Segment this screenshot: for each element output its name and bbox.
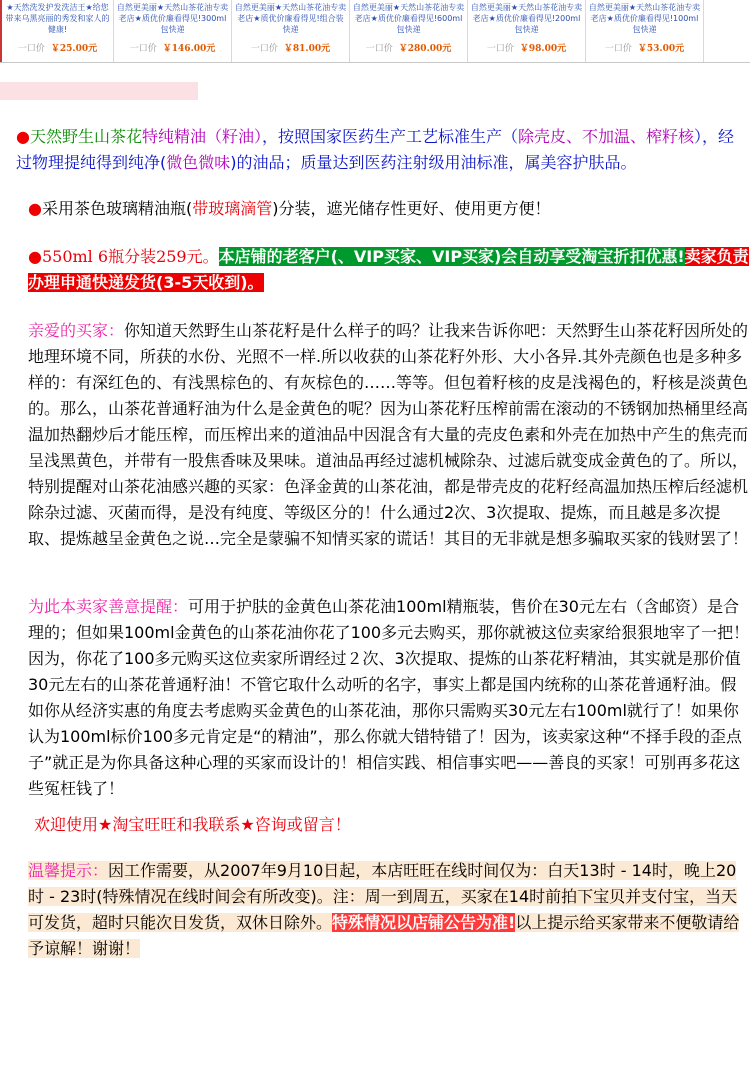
price-value: ￥280.00元 xyxy=(398,44,452,54)
product-card[interactable] xyxy=(468,0,586,62)
reminder-lead: 为此本卖家善意提醒： xyxy=(28,597,189,616)
buyer-info-body: 你知道天然野生山茶花籽是什么样子的吗？让我来告诉你吧：天然野生山茶花籽因所处的地理环境不同，所获的水份、光照不一样.所以收获的山茶花籽外形、大小各异.其外壳颜色也是多种多样的：有深红色的、有浅黑棕色的、有灰棕色的……等等。但包着籽核的皮是浅褐色的，籽核是淡黄色的。那么，山茶花普通籽油为什么是金黄色的呢？因为山茶花籽压榨前需在滚动的不锈钢加热桶里经高温加热翻炒后才能压榨，而压榨出来的道油品中因混含有大量的壳皮色素和外壳在加热中产生的焦壳而呈浅黑黄色，并带有一股焦香味及果味。道油品再经过滤机械除杂、过滤后就变成金黄色的了。所以，特别提醒对山茶花油感兴趣的买家：色泽金黄的山茶花油，都是带壳皮的花籽经高温加热压榨后经滤机除杂过滤、灭菌而得，是没有纯度、等级区分的！什么通过2次、3次提取、提炼，而且越是多次提取、提炼越呈金黄色之说…完全是蒙骗不知情买家的谎话！其目的无非就是想多骗取买家的钱财罢了！ xyxy=(28,321,749,548)
reminder-body: 可用于护肤的金黄色山茶花油100ml精瓶装，售价在30元左右（含邮资）是合理的；但如果100ml金黄色的山茶花油你花了100多元去购买，那你就被这位卖家给狠狠地宰了一把！因为，你花了100多元购买这位卖家所谓经过２次、3次提取、提炼的山茶花籽精油，其实就是那价值30元左右的山茶花普通籽油！不管它取什么动听的名字，事实上都是国内统称的山茶花普通籽油。假如你从经济实惠的角度去考虑购买金黄色的山茶花油，那你只需购买30元左右100ml就行了！如果你认为100ml标价100多元肯定是“的精油”，那么你就大错特错了！因为，该卖家这种“不择手段的歪点子”就正是为你具备这种心理的买家而设计的！相信实践、相信事实吧——善良的买家！可别再多花这些冤枉钱了！ xyxy=(28,597,750,798)
paragraph-offer xyxy=(0,244,750,296)
intro-text-3: )的油品；质量达到医药注射级用油标准，属美容护肤品。 xyxy=(230,153,637,172)
product-card-price-row xyxy=(352,41,465,54)
product-card[interactable] xyxy=(232,0,350,62)
paragraph-intro xyxy=(0,124,750,176)
price-label: 一口价 xyxy=(604,44,632,54)
bullet-icon: ● xyxy=(28,247,42,266)
notice-announcement: 特殊情况以店铺公告为准! xyxy=(332,913,516,932)
paragraph-contact xyxy=(0,812,750,838)
offer-vip-notice: 本店铺的老客户(、VIP买家、VIP买家)会自动享受淘宝折扣优惠! xyxy=(218,247,685,266)
price-label: 一口价 xyxy=(250,44,278,54)
paragraph-packaging xyxy=(0,196,750,222)
price-value: ￥81.00元 xyxy=(283,44,331,54)
offer-shipping-notice: 卖家负责办理申通快递发货(3-5天收到)。 xyxy=(28,247,749,292)
product-card-price-row xyxy=(470,41,583,54)
packaging-dropper: 带玻璃滴管 xyxy=(192,199,273,218)
product-card-title[interactable]: 自然更美丽★天然山茶花油专卖老店★质优价廉看得见!300ml包快递 xyxy=(116,3,229,34)
product-card[interactable] xyxy=(586,0,704,62)
product-card-title[interactable]: 自然更美丽★天然山茶花油专卖老店★质优价廉看得见!组合装快递 xyxy=(234,3,347,34)
buyer-info-lead: 亲爱的买家： xyxy=(28,321,125,340)
product-card-price-row xyxy=(588,41,701,54)
intro-oil-type: 特纯精油（籽油） xyxy=(141,127,262,146)
price-label: 一口价 xyxy=(365,44,393,54)
notice-lead: 温馨提示： xyxy=(28,861,109,880)
product-card-price-row xyxy=(4,41,111,54)
notice-hours: 因工作需要，从2007年9月10日起，本店旺旺在线时间仅为：白天13时 - 14时，晚上20时 - 23时(特殊情况在线时间会有所改变)。注：周一到周五，买家在14时前拍下宝贝并支付宝，当天可发货，超时只能次日发货，双休日除外。 xyxy=(28,861,738,932)
decorative-bar xyxy=(0,82,198,100)
paragraph-notice xyxy=(0,858,750,962)
product-card[interactable] xyxy=(0,0,114,62)
product-card-price-row xyxy=(234,41,347,54)
packaging-text-2: )分装，遮光储存性更好、使用更方便！ xyxy=(272,199,551,218)
price-value: ￥53.00元 xyxy=(637,44,685,54)
paragraph-reminder xyxy=(0,594,750,802)
description-body xyxy=(0,124,750,962)
product-card[interactable] xyxy=(350,0,468,62)
intro-quality: 微色微味 xyxy=(166,153,231,172)
product-card-title[interactable]: 自然更美丽★天然山茶花油专卖老店★质优价廉看得见!600ml包快递 xyxy=(352,3,465,34)
notice-apology: 以上提示给买家带来不便敬请给予谅解！谢谢！ xyxy=(28,913,740,958)
price-value: ￥25.00元 xyxy=(50,44,98,54)
product-card[interactable] xyxy=(114,0,232,62)
intro-product-name: 天然野生山茶花 xyxy=(29,127,142,146)
price-label: 一口价 xyxy=(486,44,514,54)
product-strip xyxy=(0,0,750,63)
bullet-icon: ● xyxy=(28,199,42,218)
product-card-price-row xyxy=(116,41,229,54)
bullet-icon: ● xyxy=(16,127,30,146)
paragraph-buyer-info xyxy=(0,318,750,552)
intro-text-1: ，按照国家医药生产工艺标准生产（ xyxy=(262,127,519,146)
price-value: ￥98.00元 xyxy=(519,44,567,54)
price-value: ￥146.00元 xyxy=(162,44,216,54)
product-card-title[interactable]: 自然更美丽★天然山茶花油专卖老店★质优价廉看得见!200ml包快递 xyxy=(470,3,583,34)
intro-process: 除壳皮、不加温、榨籽核 xyxy=(518,127,695,146)
product-card-title[interactable]: ★天然洗发护发洗洁王★给您带来乌黑亮丽的秀发和家人的健康! xyxy=(5,3,110,34)
packaging-text-1: 采用茶色玻璃精油瓶( xyxy=(41,199,193,218)
price-label: 一口价 xyxy=(17,44,45,54)
intro-text-2: ），经过物理提纯得到纯净( xyxy=(16,127,735,172)
product-card-title[interactable]: 自然更美丽★天然山茶花油专卖老店★质优价廉看得见!100ml包快递 xyxy=(588,3,701,34)
offer-price: 550ml 6瓶分装259元。 xyxy=(41,247,219,266)
price-label: 一口价 xyxy=(129,44,157,54)
contact-text: 欢迎使用★淘宝旺旺和我联系★咨询或留言！ xyxy=(34,815,351,834)
